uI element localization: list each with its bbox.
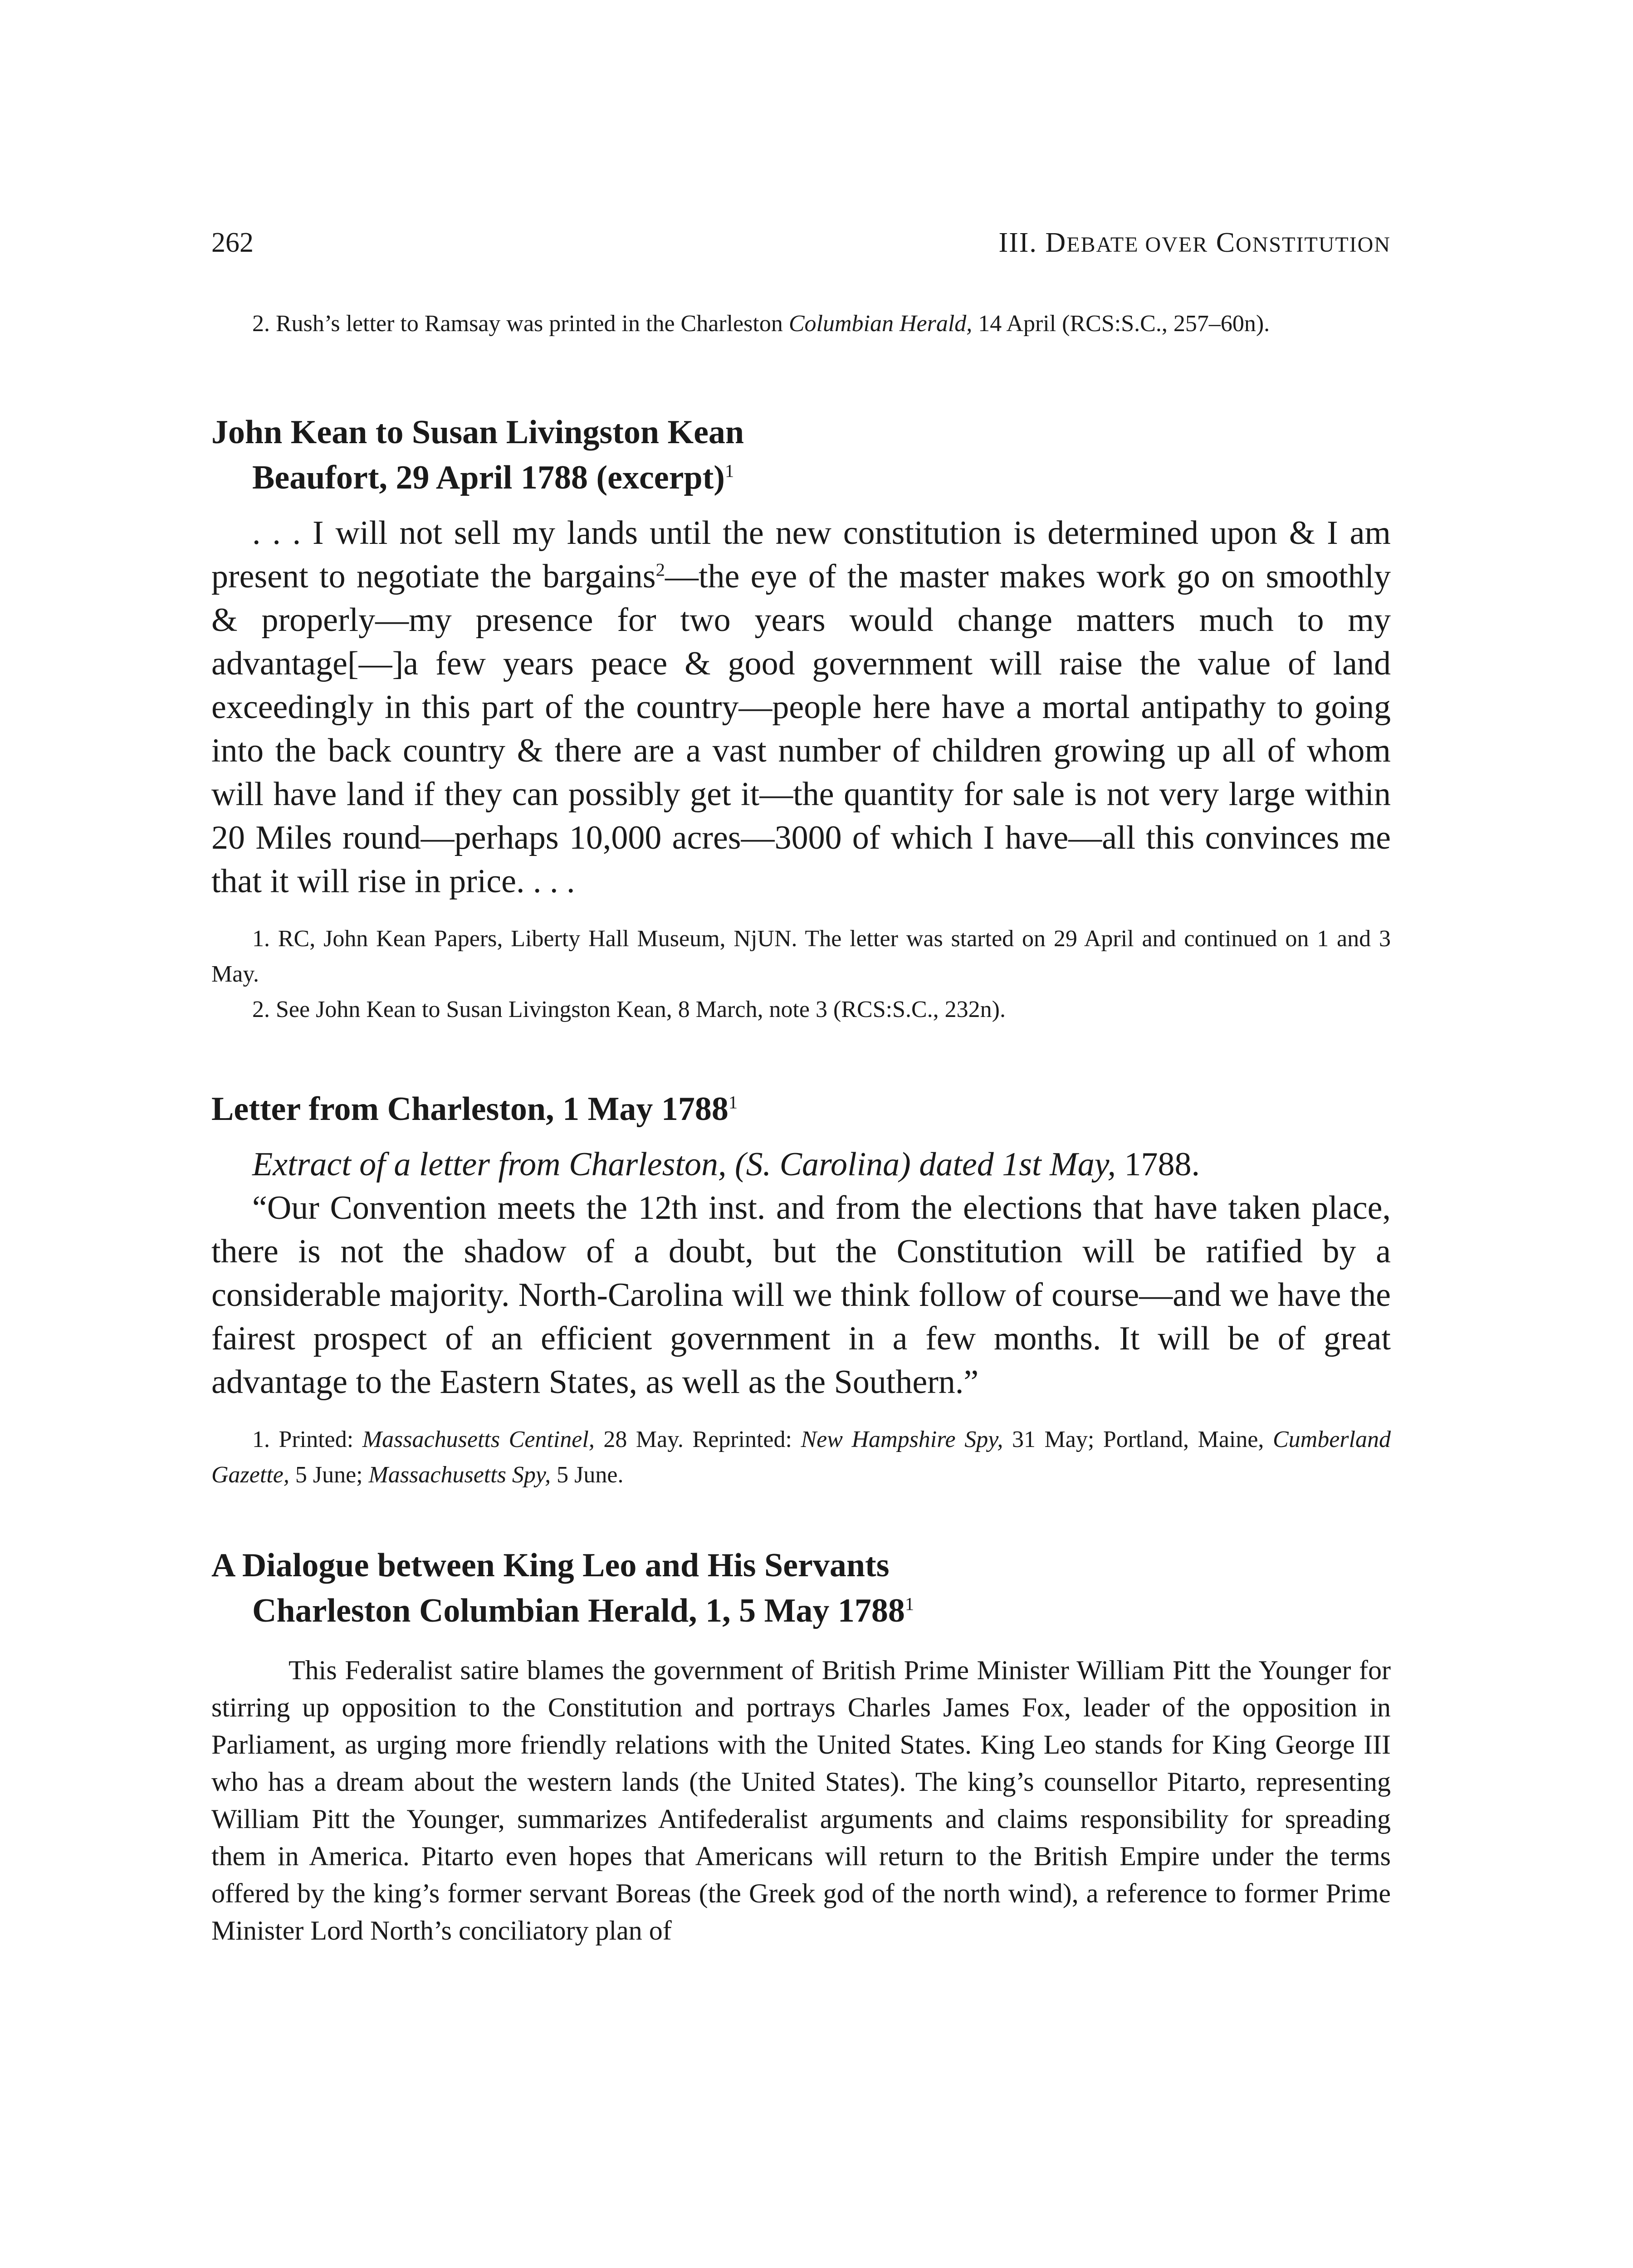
- section2-dateline: Extract of a letter from Charleston, (S. Carolina) dated 1st May, 1788.: [252, 1146, 1200, 1183]
- document-page: [211, 222, 1391, 1949]
- section3-subheading: Charleston Columbian Herald, 1, 5 May 1788$^1$: [252, 1592, 914, 1629]
- section1-heading: John Kean to Susan Livingston Kean: [211, 414, 744, 451]
- section2-body: “Our Convention meets the 12th inst. and from the elections that have taken place, there is not the shadow of a doubt, but the Constitution will be ratified by a considerable majority. North-Carolina will we think follow of course—and we have the fairest prospect of an efficient government in a few months. It will be of great advantage to the Eastern States, as well as the Southern.”: [211, 1189, 1391, 1401]
- running-title: III. DEBATE OVER CONSTITUTION: [998, 227, 1391, 258]
- section2-note1: 1. Printed: Massachusetts Centinel, 28 May. Reprinted: New Hampshire Spy, 31 May; Portland, Maine, Cumberland Gazette, 5 June; Massachusetts Spy, 5 June.: [211, 1427, 1391, 1488]
- section3-intro: This Federalist satire blames the government of British Prime Minister William Pitt the Younger for stirring up opposition to the Constitution and portrays Charles James Fox, leader of the opposition in Parliament, as urging more friendly relations with the United States. King Leo stands for King George III who has a dream about the western lands (the United States). The king’s counsellor Pitarto, representing William Pitt the Younger, summarizes Antifederalist arguments and claims responsibility for spreading them in America. Pitarto even hopes that Americans will return to the British Empire under the terms offered by the king’s former servant Boreas (the Greek god of the north wind), a reference to former Prime Minister Lord North’s conciliatory plan of: [211, 1655, 1391, 1945]
- top-footnote: 2. Rush’s letter to Ramsay was printed in the Charleston Columbian Herald, 14 April (RCS:S.C., 257–60n).: [252, 311, 1270, 337]
- section1-body: . . . I will not sell my lands until the new constitution is determined upon & I am present to negotiate the bargains$^2$—the eye of the master makes work go on smoothly & properly—my presence for two years would change matters much to my advantage[—]a few years peace & good government will raise the value of land exceedingly in this part of the country—people here have a mortal antipathy to going into the back country & there are a vast number of children growing up all of whom will have land if they can possibly get it—the quantity for sale is not very large within 20 Miles round—perhaps 10,000 acres—3000 of which I have—all this convinces me that it will rise in price. . . .: [211, 514, 1391, 900]
- section2-heading: Letter from Charleston, 1 May 1788$^1$: [211, 1090, 738, 1128]
- page-number: 262: [211, 227, 254, 258]
- section3-heading: A Dialogue between King Leo and His Servants: [211, 1547, 890, 1584]
- section1-note2: 2. See John Kean to Susan Livingston Kean, 8 March, note 3 (RCS:S.C., 232n).: [252, 997, 1006, 1022]
- section1-subheading: Beaufort, 29 April 1788 (excerpt)$^1$: [252, 459, 734, 496]
- section1-note1: 1. RC, John Kean Papers, Liberty Hall Museum, NjUN. The letter was started on 29 April and continued on 1 and 3 May.: [211, 926, 1391, 987]
- running-head: [211, 222, 1391, 265]
